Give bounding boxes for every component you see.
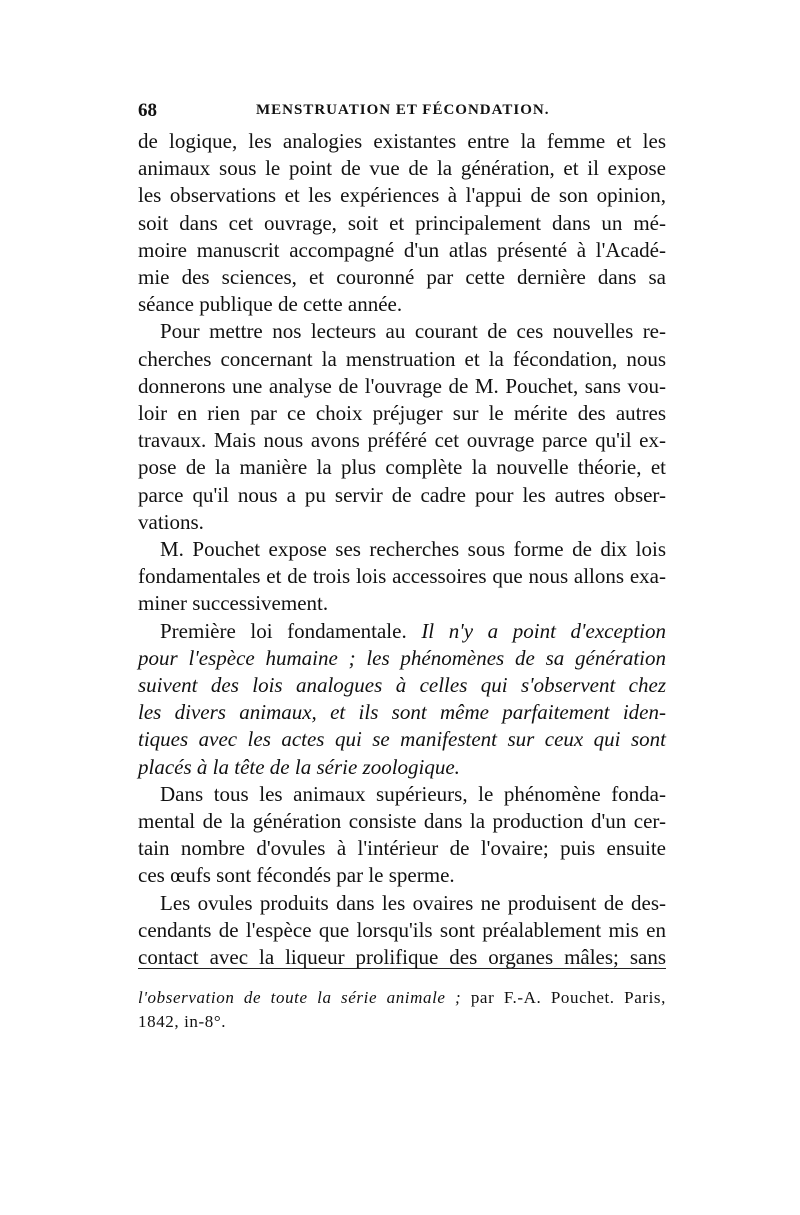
footnote-author: par F.-A. Pouchet. Paris,: [461, 988, 667, 1007]
text-line: placés à la tête de la série zoologique.: [138, 754, 460, 779]
text-line: M. Pouchet expose ses recherches sous forme de dix lois: [160, 537, 666, 562]
footnote-line: [138, 986, 666, 1010]
paragraph: [138, 890, 666, 972]
text-line: contact avec la liqueur prolifique des organes mâles; sans: [138, 945, 666, 970]
page: [138, 100, 666, 971]
text-line: tain nombre d'ovules à l'intérieur de l'ovaire; puis ensuite: [138, 836, 666, 861]
text-line: miner successivement.: [138, 591, 329, 616]
footnote-title: l'observation de toute la série animale ;: [138, 988, 462, 1007]
footnote: [138, 986, 666, 1034]
text-line: pose de la manière la plus complète la nouvelle théorie, et: [138, 455, 666, 480]
text-line: soit dans cet ouvrage, soit et principalement dans un mé-: [138, 210, 666, 235]
text-line: les divers animaux, et ils sont même parfaitement iden-: [138, 700, 666, 725]
text-line: moire manuscrit accompagné d'un atlas présenté à l'Acadé-: [138, 237, 666, 262]
text-line: loir en rien par ce choix préjuger sur le mérite des autres: [138, 401, 666, 426]
text-line: mental de la génération consiste dans la production d'un cer-: [138, 809, 666, 834]
text-line: cendants de l'espèce que lorsqu'ils sont préalablement mis en: [138, 917, 666, 942]
text-line: Les ovules produits dans les ovaires ne produisent de des-: [160, 890, 666, 915]
text-line: pour l'espèce humaine ; les phénomènes de sa génération: [138, 645, 666, 670]
page-header: [138, 100, 666, 128]
text-line: cherches concernant la menstruation et la fécondation, nous: [138, 346, 666, 371]
body-text: [138, 128, 666, 971]
text-line: [138, 618, 666, 645]
text-line: donnerons une analyse de l'ouvrage de M. Pouchet, sans vou-: [138, 373, 666, 398]
text-line: Dans tous les animaux supérieurs, le phénomène fonda-: [160, 781, 666, 806]
footnote-line: 1842, in-8°.: [138, 1012, 227, 1031]
text-line: de logique, les analogies existantes entre la femme et les: [138, 129, 666, 153]
text-line: animaux sous le point de vue de la génération, et il expose: [138, 156, 666, 181]
footnote-rule: [138, 968, 666, 969]
text-line: les observations et les expériences à l'appui de son opinion,: [138, 183, 666, 208]
paragraph: [138, 781, 666, 890]
paragraph: [138, 618, 666, 781]
paragraph: [138, 128, 666, 318]
text-line: vations.: [138, 509, 204, 534]
text-line: suivent des lois analogues à celles qui s'observent chez: [138, 673, 666, 698]
text-line: parce qu'il nous a pu servir de cadre pour les autres obser-: [138, 482, 666, 507]
law-heading: Première loi fondamentale.: [160, 618, 422, 643]
law-statement: Il n'y a point d'exception: [421, 618, 666, 643]
text-line: séance publique de cette année.: [138, 292, 403, 317]
text-line: Pour mettre nos lecteurs au courant de ces nouvelles re-: [160, 319, 666, 344]
text-line: travaux. Mais nous avons préféré cet ouvrage parce qu'il ex-: [138, 428, 666, 453]
text-line: fondamentales et de trois lois accessoires que nous allons exa-: [138, 564, 666, 589]
running-title: MENSTRUATION ET FÉCONDATION.: [256, 102, 550, 118]
paragraph: [138, 536, 666, 618]
text-line: ces œufs sont fécondés par le sperme.: [138, 863, 455, 888]
text-line: mie des sciences, et couronné par cette dernière dans sa: [138, 265, 666, 290]
text-line: tiques avec les actes qui se manifestent sur ceux qui sont: [138, 727, 666, 752]
paragraph: [138, 318, 666, 536]
page-number: 68: [138, 100, 157, 121]
